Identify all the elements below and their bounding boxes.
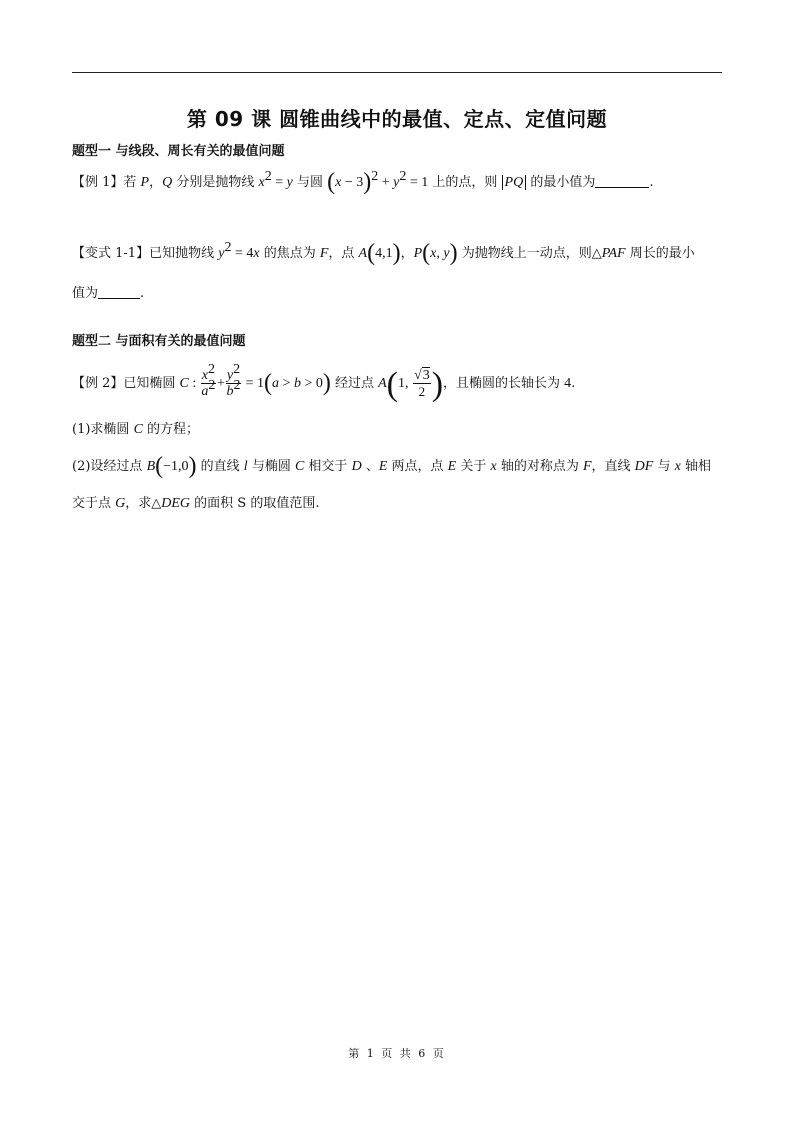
parabola-equation: $x^2 = y$ <box>258 169 293 190</box>
parabola-equation-2: $y^2 = 4x$ <box>218 240 260 261</box>
variant-1-1-cont: 值为 . <box>72 286 145 301</box>
example-2: 【例 2】已知椭圆 C : $\frac{x^2}{a^2}$ + $\frac{y^2}{b^2}$ = 1(a > b > 0) 经过点 A(1, $\frac{√3}{2}$ )，且椭圆的长轴长为 4. <box>72 362 576 403</box>
page-footer: 第 1 页 共 6 页 <box>348 1047 446 1060</box>
question-1: (1)求椭圆 C 的方程； <box>72 422 200 437</box>
header-rule <box>72 72 722 73</box>
circle-equation: $(x - 3)^2 + y^2 = 1$ <box>327 169 429 195</box>
example-2-tag: 【例 2】 <box>72 376 124 391</box>
point-p: P(x, y) <box>413 240 458 266</box>
question-2-cont: 交于点 G，求△DEG 的面积 S 的取值范围. <box>72 496 320 511</box>
pq-distance: PQ <box>502 175 527 190</box>
variant-tag: 【变式 1-1】 <box>72 246 150 261</box>
page-title: 第 09 课 圆锥曲线中的最值、定点、定值问题 <box>186 107 608 131</box>
example-1-tag: 【例 1】 <box>72 175 124 190</box>
point-b: B(−1,0) <box>146 453 197 479</box>
ellipse-equation: C : $\frac{x^2}{a^2}$ + $\frac{y^2}{b^2}$ = 1(a > b > 0) <box>179 362 331 399</box>
section-heading-1: 题型一 与线段、周长有关的最值问题 <box>72 144 285 159</box>
variant-1-1: 【变式 1-1】已知抛物线 $y^2 = 4x$ 的焦点为 F，点 A(4,1)，P(x, y) 为抛物线上一动点，则△PAF 周长的最小 <box>72 240 695 266</box>
example-1: 【例 1】若 P，Q 分别是抛物线 $x^2 = y$ 与圆 $(x - 3)^2 + y^2 = 1$ 上的点，则 PQ 的最小值为 . <box>72 169 654 195</box>
question-2: (2)设经过点 B(−1,0) 的直线 l 与椭圆 C 相交于 D 、E 两点，点 E 关于 x 轴的对称点为 F，直线 DF 与 x 轴相 <box>72 453 711 479</box>
point-a: A(4,1) <box>358 240 401 266</box>
point-a-sqrt3: A(1, $\frac{√3}{2}$ ) <box>378 366 444 403</box>
section-heading-2: 题型二 与面积有关的最值问题 <box>72 334 246 349</box>
answer-blank-1[interactable] <box>595 174 649 188</box>
answer-blank-2[interactable] <box>98 285 140 299</box>
